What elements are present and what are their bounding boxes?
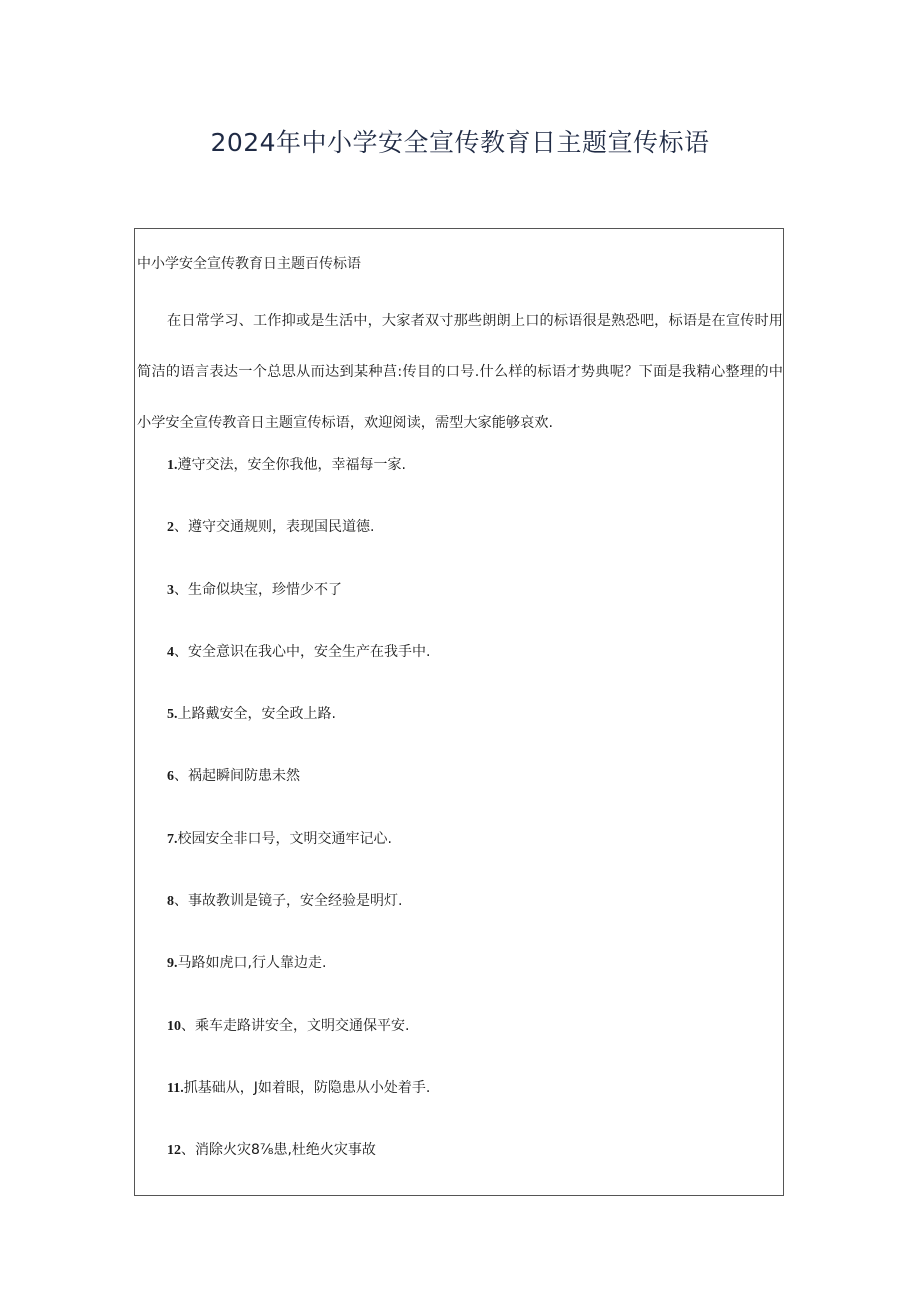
- slogan-item: [135, 826, 775, 888]
- slogan-separator: .: [174, 707, 178, 723]
- slogan-separator: .: [180, 1080, 184, 1096]
- slogan-number: 10: [167, 1018, 181, 1034]
- slogan-text: 消除火灾8⅞患,杜绝火灾事故: [195, 1142, 376, 1159]
- slogan-text: 事故教训是镜子，安全经验是明灯.: [188, 893, 403, 910]
- slogan-item: [135, 514, 775, 576]
- slogan-number: 6: [167, 769, 174, 785]
- slogan-list: [135, 452, 775, 1200]
- slogan-item: [135, 577, 775, 639]
- slogan-text: 马路如虎口,行人靠边走.: [177, 955, 327, 972]
- slogan-item: [135, 1013, 775, 1075]
- slogan-number: 3: [167, 582, 174, 598]
- intro-paragraph: 在日常学习、工作抑或是生活中，大家者双寸那些朗朗上口的标语很是熟恐吧，标语是在宣传时用简洁的语言表达一个总思从而达到某种莒:传目的口号.什么样的标语才势典呢？下面是我精心整理的中小学安全宣传教音日主题宣传标语，欢迎阅读，需型大家能够哀欢.: [137, 313, 783, 431]
- slogan-separator: 、: [174, 643, 188, 660]
- slogan-number: 9: [167, 956, 174, 972]
- document-title: 2024年中小学安全宣传教育日主题宣传标语: [210, 128, 710, 157]
- slogan-item: [135, 452, 775, 514]
- slogan-number: 11: [167, 1080, 181, 1096]
- slogan-separator: 、: [181, 1142, 195, 1159]
- slogan-text: 上路戴安全，安全政上路.: [177, 706, 336, 723]
- slogan-text: 乘车走路讲安全，文明交通保平安.: [195, 1017, 410, 1034]
- slogan-number: 12: [167, 1143, 181, 1159]
- slogan-item: [135, 763, 775, 825]
- slogan-separator: .: [174, 831, 178, 847]
- slogan-separator: 、: [174, 893, 188, 910]
- slogan-item: [135, 888, 775, 950]
- slogan-number: 4: [167, 644, 174, 660]
- slogan-separator: 、: [174, 768, 188, 785]
- slogan-item: [135, 1137, 775, 1199]
- slogan-text: 安全意识在我心中，安全生产在我手中.: [188, 643, 431, 660]
- slogan-text: 抓基础从，J如着眼，防隐患从小处着手.: [183, 1079, 431, 1096]
- slogan-number: 5: [167, 707, 174, 723]
- slogan-separator: 、: [174, 581, 188, 598]
- slogan-item: [135, 701, 775, 763]
- slogan-text: 遵守交通规则，表现国民道德.: [188, 519, 375, 536]
- slogan-item: [135, 1075, 775, 1137]
- slogan-item: [135, 639, 775, 701]
- section-subtitle: 中小学安全宣传教育日主题百传标语: [137, 256, 361, 272]
- slogan-text: 祸起瞬间防患未然: [188, 768, 300, 785]
- slogan-item: [135, 950, 775, 1012]
- slogan-number: 7: [167, 831, 174, 847]
- slogan-number: 8: [167, 894, 174, 910]
- slogan-text: 校园安全非口号，文明交通牢记心.: [177, 830, 392, 847]
- slogan-separator: 、: [181, 1017, 195, 1034]
- slogan-text: 遵守交法，安全你我他，幸福每一家.: [177, 457, 406, 473]
- content-box: [134, 228, 784, 1196]
- slogan-separator: .: [174, 458, 178, 473]
- slogan-number: 2: [167, 520, 174, 536]
- slogan-number: 1: [167, 458, 174, 473]
- slogan-separator: .: [174, 956, 178, 972]
- slogan-separator: 、: [174, 519, 188, 536]
- slogan-text: 生命似块宝，珍惜少不了: [188, 581, 342, 598]
